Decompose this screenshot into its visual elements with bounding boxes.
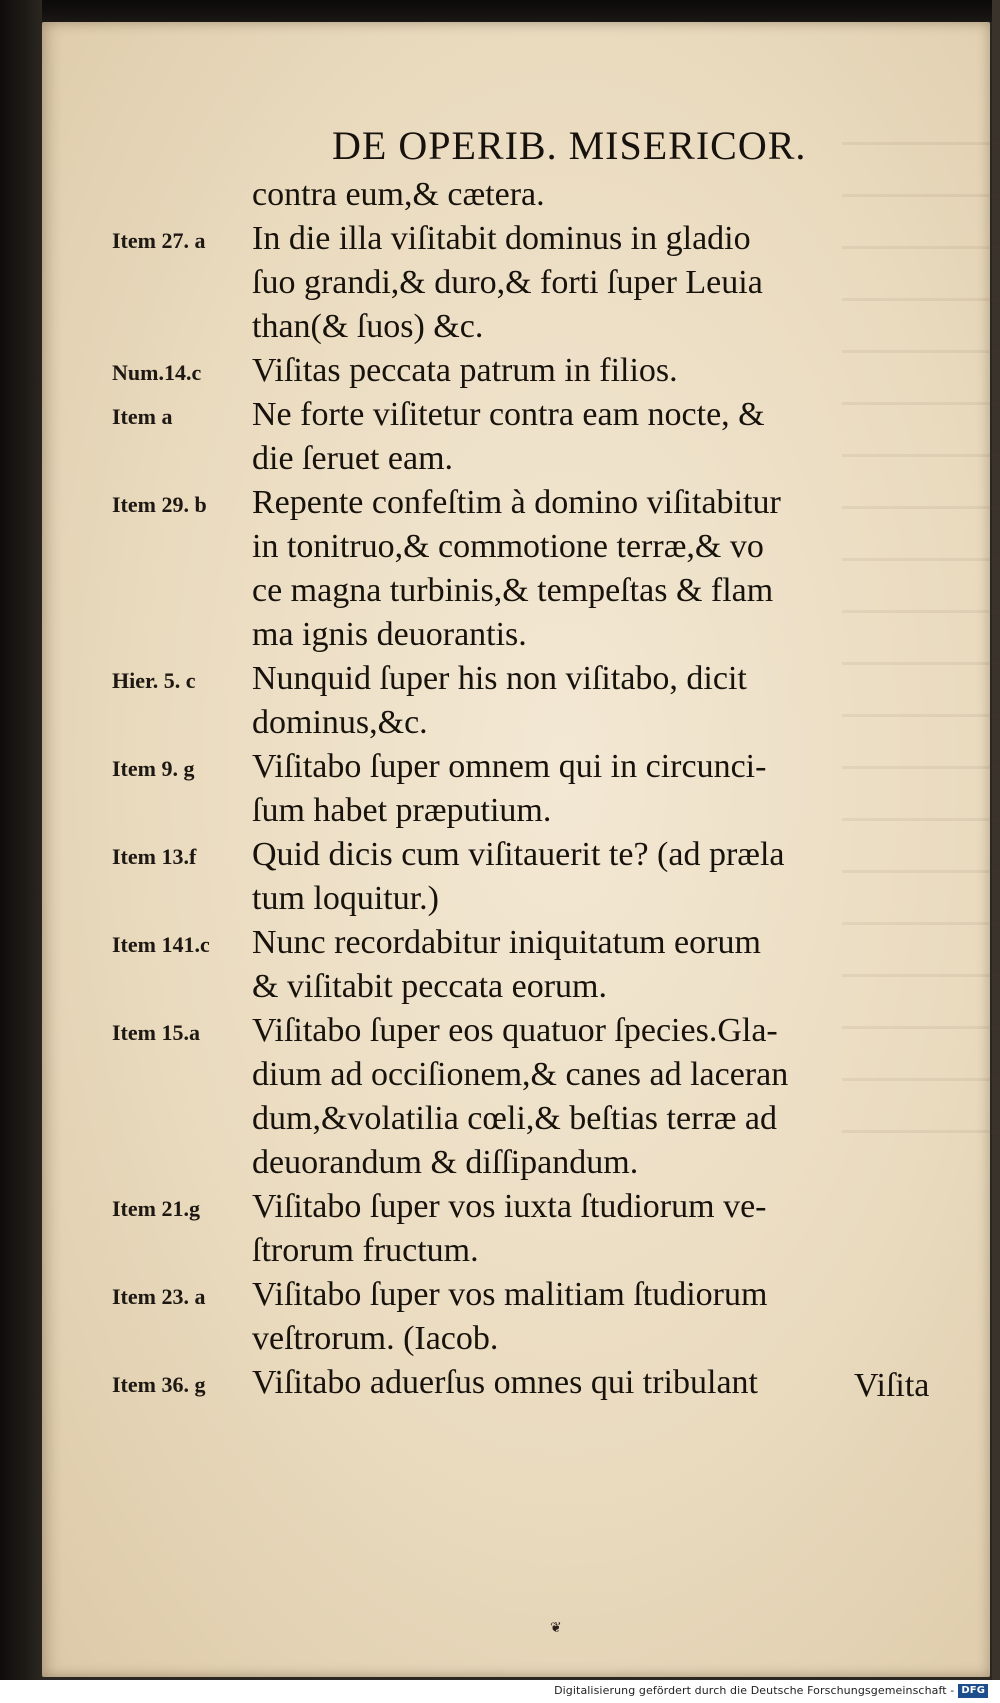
text-line — [42, 1274, 990, 1318]
line-text: than(& ſuos) &c. — [252, 308, 484, 345]
text-line — [42, 1362, 990, 1406]
text-line — [42, 174, 990, 218]
line-text: & viſitabit peccata eorum. — [252, 968, 607, 1005]
credit-text: Digitalisierung gefördert durch die Deutsche Forschungsgemeinschaft - — [554, 1684, 955, 1697]
line-text: ma ignis deuorantis. — [252, 616, 527, 653]
ornament-mark: ❦ — [550, 1620, 562, 1636]
text-line — [42, 1318, 990, 1362]
text-line — [42, 1054, 990, 1098]
line-text: deuorandum & diſſipandum. — [252, 1144, 639, 1181]
line-text: Viſitabo ſuper eos quatuor ſpecies.Gla- — [252, 1012, 778, 1049]
line-text: Viſitabo ſuper omnem qui in circunci- — [252, 748, 767, 785]
text-line — [42, 1186, 990, 1230]
text-line — [42, 394, 990, 438]
line-text: Viſitabo ſuper vos iuxta ſtudiorum ve- — [252, 1188, 767, 1225]
margin-reference: Num.14.c — [112, 360, 202, 385]
line-text: ce magna turbinis,& tempeſtas & flam — [252, 572, 774, 609]
text-block — [42, 174, 990, 1406]
scan-right-edge — [992, 0, 1000, 1703]
text-line — [42, 878, 990, 922]
line-text: Nunc recordabitur iniquitatum eorum — [252, 924, 761, 961]
text-line — [42, 1010, 990, 1054]
line-text: tum loquitur.) — [252, 880, 439, 917]
line-text: Viſitas peccata patrum in filios. — [252, 352, 678, 389]
text-line — [42, 350, 990, 394]
text-line — [42, 218, 990, 262]
text-line — [42, 790, 990, 834]
text-line — [42, 482, 990, 526]
line-text: Viſitabo aduerſus omnes qui tribulant — [252, 1364, 758, 1401]
margin-reference: Item 29. b — [112, 492, 207, 517]
text-line — [42, 570, 990, 614]
margin-reference: Item a — [112, 404, 173, 429]
margin-reference: Item 15.a — [112, 1020, 200, 1045]
line-text: veſtrorum. (Iacob. — [252, 1320, 499, 1357]
margin-reference: Item 9. g — [112, 756, 195, 781]
catchword: Viſita — [854, 1367, 930, 1404]
line-text: Ne forte viſitetur contra eam nocte, & — [252, 396, 765, 433]
line-text: Quid dicis cum viſitauerit te? (ad præla — [252, 836, 785, 873]
text-line — [42, 1098, 990, 1142]
text-line — [42, 658, 990, 702]
margin-reference: Item 21.g — [112, 1196, 200, 1221]
line-text: ſum habet præputium. — [252, 792, 552, 829]
text-line — [42, 966, 990, 1010]
line-text: Viſitabo ſuper vos malitiam ſtudiorum — [252, 1276, 768, 1313]
text-line — [42, 1230, 990, 1274]
text-line — [42, 306, 990, 350]
line-text: Nunquid ſuper his non viſitabo, dicit — [252, 660, 747, 697]
text-line — [42, 834, 990, 878]
line-text: ſuo grandi,& duro,& forti ſuper Leuia — [252, 264, 763, 301]
line-text: contra eum,& cætera. — [252, 176, 545, 213]
text-line — [42, 702, 990, 746]
book-page — [42, 22, 990, 1677]
line-text: ſtrorum fructum. — [252, 1232, 479, 1269]
text-line — [42, 1142, 990, 1186]
running-head: DE OPERIB. MISERICOR. — [332, 123, 807, 168]
line-text: dium ad occiſionem,& canes ad laceran — [252, 1056, 789, 1093]
text-line — [42, 614, 990, 658]
line-text: in tonitruo,& commotione terræ,& vo — [252, 528, 764, 565]
text-line — [42, 438, 990, 482]
digitization-credit — [554, 1684, 988, 1698]
margin-reference: Item 141.c — [112, 932, 210, 957]
text-line — [42, 262, 990, 306]
margin-reference: Item 27. a — [112, 228, 206, 253]
margin-reference: Item 36. g — [112, 1372, 206, 1397]
line-text: die ſeruet eam. — [252, 440, 454, 477]
scan-top-edge — [0, 0, 1000, 22]
text-line — [42, 526, 990, 570]
margin-reference: Hier. 5. c — [112, 668, 196, 693]
scan-left-edge — [0, 0, 42, 1703]
dfg-logo: DFG — [958, 1684, 988, 1698]
margin-reference: Item 23. a — [112, 1284, 206, 1309]
margin-reference: Item 13.f — [112, 844, 197, 869]
text-line — [42, 922, 990, 966]
line-text: dum,&volatilia cœli,& beſtias terræ ad — [252, 1100, 777, 1137]
line-text: dominus,&c. — [252, 704, 428, 741]
text-line — [42, 746, 990, 790]
line-text: In die illa viſitabit dominus in gladio — [252, 220, 751, 257]
line-text: Repente confeſtim à domino viſitabitur — [252, 484, 781, 521]
